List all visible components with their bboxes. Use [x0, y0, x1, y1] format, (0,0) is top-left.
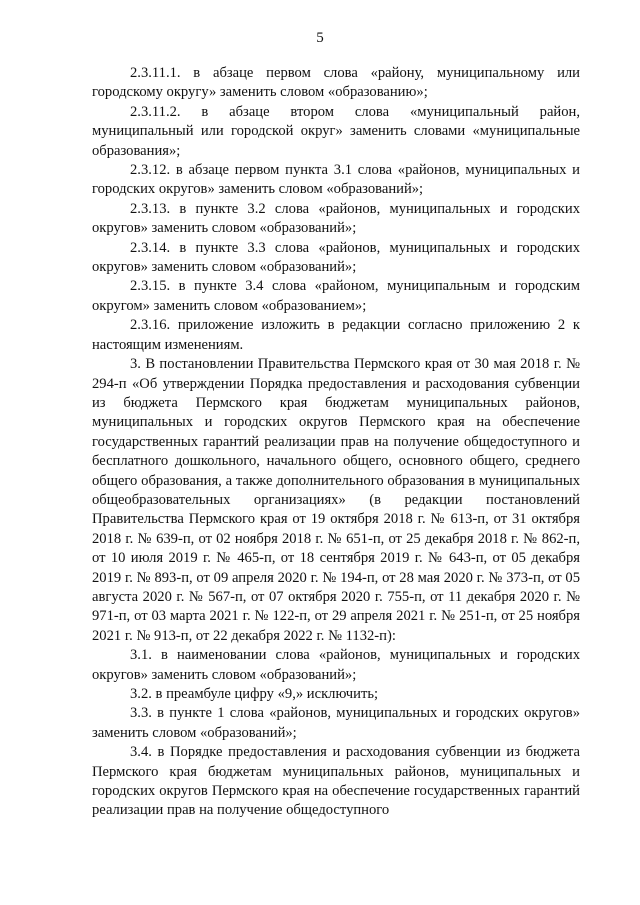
- page-number: 5: [316, 30, 324, 46]
- paragraph-3-2: 3.2. в преамбуле цифру «9,» исключить;: [130, 686, 379, 702]
- paragraph-2-3-11-1: 2.3.11.1. в абзаце первом слова «району, муниципальному или городскому округу» заменить словом «образованию»;: [92, 65, 580, 101]
- paragraph-2-3-12: 2.3.12. в абзаце первом пункта 3.1 слова «районов, муниципальных и городских округов» заменить словом «образований»;: [92, 162, 580, 198]
- paragraph-2-3-15: 2.3.15. в пункте 3.4 слова «районом, муниципальным и городским округом» заменить словом «образованием»;: [92, 278, 580, 314]
- paragraph-2-3-11-2: 2.3.11.2. в абзаце втором слова «муниципальный район, муниципальный или городской округ» заменить словами «муниципальные образования»;: [92, 103, 580, 159]
- document-body: [92, 64, 580, 821]
- paragraph-3: 3. В постановлении Правительства Пермского края от 30 мая 2018 г. № 294-п «Об утверждении Порядка предоставления и расходования субвенции из бюджета Пермского края бюджетам муниципальных районов, муниципальных и городских округов Пермского края на обеспечение государственных гарантий реализации прав на получение общедоступного и бесплатного дошкольного, начального общего, основного общего, среднего общего образования, а также дополнительного образования в муниципальных общеобразовательных организациях» (в редакции постановлений Правительства Пермского края от 19 октября 2018 г. № 613-п, от 31 октября 2018 г. № 639-п, от 02 ноября 2018 г. № 651-п, от 25 декабря 2018 г. № 862-п, от 10 июля 2019 г. № 465-п, от 18 сентября 2019 г. № 643-п, от 05 декабря 2019 г. № 893-п, от 09 апреля 2020 г. № 194-п, от 28 мая 2020 г. № 373-п, от 05 августа 2020 г. № 567-п, от 07 октября 2020 г. 755-п, от 11 декабря 2020 г. № 971-п, от 03 марта 2021 г. № 122-п, от 29 апреля 2021 г. № 251-п, от 25 ноября 2021 г. № 913-п, от 22 декабря 2022 г. № 1132-п):: [92, 356, 580, 644]
- paragraph-2-3-16: 2.3.16. приложение изложить в редакции согласно приложению 2 к настоящим изменениям.: [92, 317, 580, 353]
- paragraph-3-1: 3.1. в наименовании слова «районов, муниципальных и городских округов» заменить словом «образований»;: [92, 647, 580, 683]
- paragraph-2-3-13: 2.3.13. в пункте 3.2 слова «районов, муниципальных и городских округов» заменить словом «образований»;: [92, 200, 580, 237]
- paragraph-2-3-14: 2.3.14. в пункте 3.3 слова «районов, муниципальных и городских округов» заменить словом «образований»;: [92, 239, 580, 276]
- paragraph-3-3: 3.3. в пункте 1 слова «районов, муниципальных и городских округов» заменить словом «образований»;: [92, 705, 580, 741]
- paragraph-3-4: 3.4. в Порядке предоставления и расходования субвенции из бюджета Пермского края бюджетам муниципальных районов, муниципальных и городских округов Пермского края на обеспечение государственных гарантий реализации прав на получение общедоступного: [92, 744, 580, 819]
